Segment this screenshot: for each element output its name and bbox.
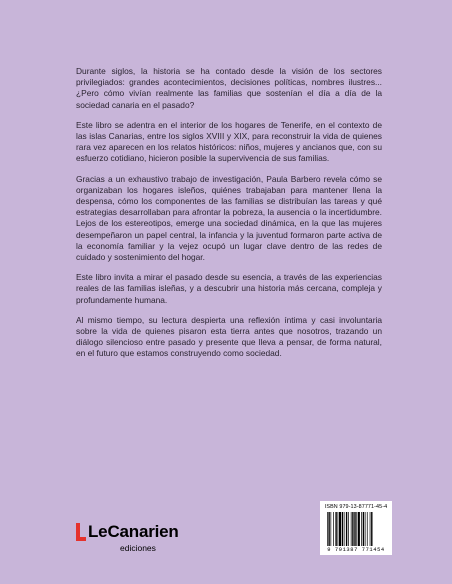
- barcode-bar: [352, 512, 353, 546]
- barcode-bar: [363, 512, 364, 546]
- isbn-barcode: [320, 501, 392, 555]
- synopsis-text: [76, 66, 382, 369]
- barcode-bar: [335, 512, 336, 546]
- barcode-bar: [344, 512, 345, 546]
- publisher-logo: [74, 521, 184, 557]
- barcode-bar: [371, 512, 372, 546]
- publisher-subtitle: ediciones: [120, 543, 156, 553]
- barcode-bar: [327, 512, 328, 546]
- barcode-bar: [338, 512, 339, 546]
- barcode-bar: [333, 512, 334, 546]
- barcode-bar: [356, 512, 357, 546]
- barcode-bar: [367, 512, 368, 546]
- synopsis-paragraph-1: Durante siglos, la historia se ha contado desde la visión de los sectores privilegiados: grandes acontecimientos, decisiones políticas, nombres ilustres... ¿Pero cómo vivían realmente las familias que sostenían el día a día de la sociedad canaria en el pasado?: [76, 66, 382, 110]
- barcode-bar: [370, 512, 371, 546]
- barcode-bar: [361, 512, 362, 546]
- synopsis-paragraph-4: Este libro invita a mirar el pasado desde su esencia, a través de las experiencias reales de las familias isleñas, y a descubrir una historia más cercana, compleja y profundamente humana.: [76, 272, 382, 305]
- barcode-bar: [354, 512, 355, 546]
- barcode-bar: [331, 512, 332, 546]
- barcode-bar: [365, 512, 366, 546]
- synopsis-paragraph-2: Este libro se adentra en el interior de los hogares de Tenerife, en el contexto de las islas Canarias, entre los siglos XVIII y XIX, para reconstruir la vida de quienes rara vez aparecen en los relatos históricos: niños, mujeres y ancianos que, con su esfuerzo cotidiano, hicieron posible la supervivencia de sus familias.: [76, 119, 382, 164]
- synopsis-paragraph-5: Al mismo tiempo, su lectura despierta una reflexión íntima y casi involuntaria sobre la vida de quienes pisaron esta tierra antes que nosotros, trazando un diálogo silencioso entre pasado y presente que lleva a pensar, de forma natural, en el futuro que estamos construyendo como sociedad.: [76, 314, 382, 359]
- barcode-digits: 9 791387 771454: [327, 547, 385, 553]
- publisher-logo-icon: [74, 521, 88, 543]
- barcode-bar: [346, 512, 347, 546]
- barcode-bar: [358, 512, 360, 546]
- barcode-bar: [348, 512, 349, 546]
- isbn-label: ISBN 979-13-87771-45-4: [324, 504, 388, 510]
- barcode-bar: [351, 512, 352, 546]
- barcode-bar: [342, 512, 343, 546]
- barcode-bars: [327, 512, 387, 546]
- publisher-name: LeCanarien: [88, 522, 179, 541]
- barcode-bar: [339, 512, 341, 546]
- barcode-bar: [328, 512, 329, 546]
- synopsis-paragraph-3: Gracias a un exhaustivo trabajo de investigación, Paula Barbero revela cómo se organizaban los hogares isleños, quiénes trabajaban para mantener llena la despensa, cómo los componentes de las familias se distribuían las tareas y qué estrategias desarrollaban para afrontar la pobreza, la ausencia o la incertidumbre. Lejos de los estereotipos, emerge una sociedad dinámica, en la que las mujeres desempeñaron un papel central, la infancia y la juventud formaron parte activa de la economía familiar y la vejez ocupó un lugar clave dentro de las redes de cuidado y sostenimiento del hogar.: [76, 173, 382, 263]
